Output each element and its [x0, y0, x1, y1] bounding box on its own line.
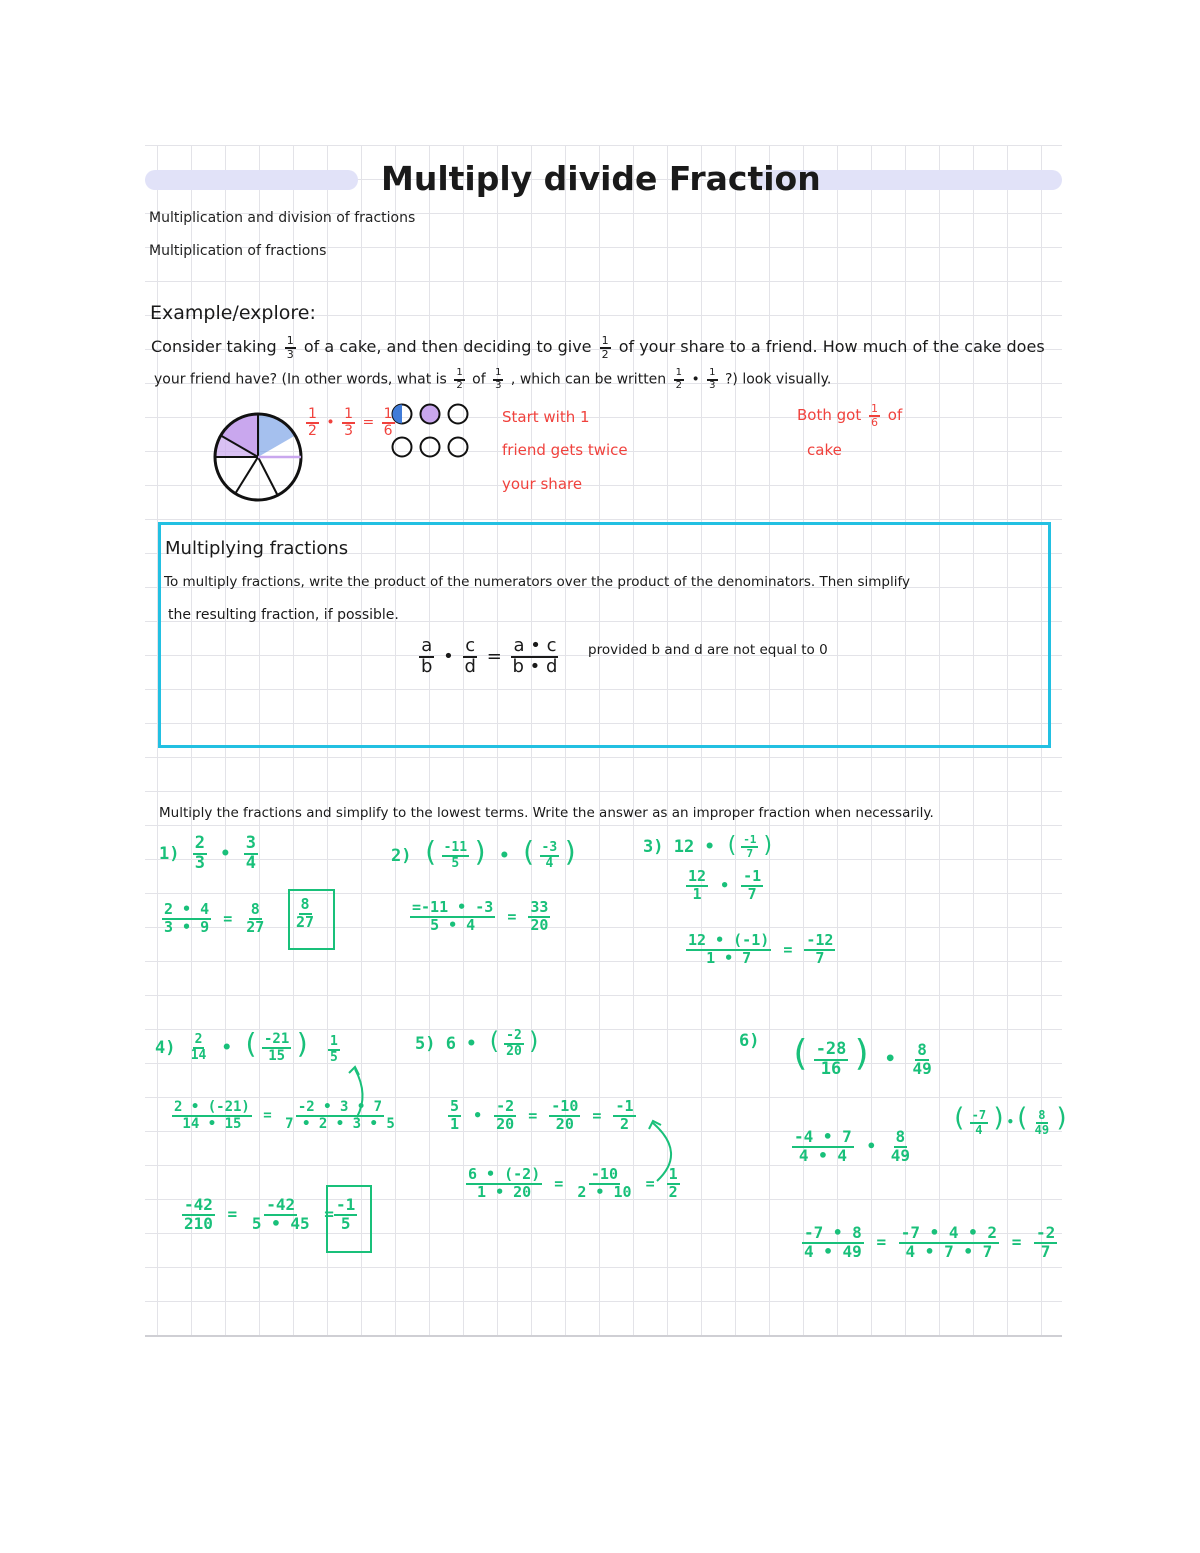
numerator: -3 [541, 840, 558, 856]
fraction [285, 335, 296, 360]
numerator: 1 [330, 1034, 338, 1049]
fraction [463, 637, 478, 677]
numerator: 8 [300, 895, 310, 913]
text: of your share to a friend. How much of the cake does [618, 337, 1045, 357]
denominator: 1 [450, 1114, 460, 1133]
numerator: -1 [743, 833, 757, 847]
fraction [804, 933, 835, 967]
text: of [887, 406, 903, 425]
fraction [342, 407, 355, 438]
rule-box [158, 522, 1051, 748]
example-line-1 [151, 335, 1045, 360]
rule-formula [416, 637, 562, 677]
numerator: 1 [707, 368, 717, 381]
denominator: d [464, 655, 476, 677]
denominator: 2 [675, 379, 682, 391]
problem-2-work [407, 900, 553, 934]
numerator: -10 [590, 1165, 618, 1183]
operator: • [473, 1106, 483, 1125]
problem-4-arrow [345, 1065, 375, 1125]
problem-3-step-1 [683, 869, 766, 903]
denominator: 14 • 15 [182, 1115, 242, 1132]
numerator: 1 [344, 406, 354, 422]
problem-label: 2) [391, 846, 412, 866]
operator: • [884, 1048, 896, 1070]
problem-label: 5) [415, 1034, 436, 1054]
fraction [410, 900, 495, 934]
equals: = [592, 1106, 602, 1125]
fraction [294, 897, 316, 931]
numerator: 12 • (-1) [688, 931, 770, 949]
numerator: -2 [506, 1028, 522, 1044]
numerator: 33 [530, 898, 549, 916]
denominator: 7 • 2 • 3 • 5 [285, 1115, 395, 1132]
fraction [741, 834, 758, 859]
problem-6-step-2 [799, 1225, 1060, 1261]
fraction [193, 835, 207, 873]
denominator: 7 [815, 948, 825, 967]
fraction [600, 335, 611, 360]
numerator: -12 [806, 931, 834, 949]
denominator: 20 [555, 1114, 574, 1133]
denominator: 7 [746, 847, 754, 860]
equals: = [645, 1174, 655, 1193]
denominator: 4 [975, 1122, 983, 1137]
example-line-2 [154, 368, 831, 391]
fraction [306, 407, 319, 438]
denominator: 2 [456, 379, 463, 391]
equals: = [223, 909, 233, 928]
text: of a cake, and then deciding to give [303, 337, 592, 357]
fraction [575, 1167, 633, 1201]
practice-instructions: Multiply the fractions and simplify to the lowest terms. Write the answer as an improper fraction when necessarily. [159, 805, 934, 821]
fraction [814, 1038, 849, 1079]
fraction [182, 1197, 215, 1233]
leading-term: 12 • [673, 837, 715, 857]
fraction [283, 1100, 397, 1131]
denominator: 4 • 49 [804, 1241, 862, 1261]
numerator: a • c [513, 635, 557, 656]
fraction [889, 1129, 912, 1165]
numerator: -42 [184, 1195, 213, 1214]
numerator: -7 [971, 1107, 987, 1122]
numerator: -7 • 8 [804, 1223, 862, 1242]
numerator: -2 • 3 • 7 [297, 1099, 383, 1115]
fraction [792, 1129, 854, 1165]
problem-label: 4) [155, 1038, 176, 1058]
numerator: 8 [1038, 1107, 1046, 1122]
problem-5-arrow [645, 1117, 685, 1187]
numerator: =-11 • -3 [412, 898, 494, 916]
denominator: 3 [709, 379, 716, 391]
fraction [899, 1225, 999, 1261]
fraction [494, 1099, 516, 1133]
note-friend: friend gets twice [502, 441, 628, 459]
cake-pie-diagram [213, 412, 303, 502]
numerator: 2 • 4 [164, 900, 210, 918]
example-equation [303, 407, 398, 438]
equals: = [1011, 1232, 1022, 1252]
problem-4-step-2 [179, 1197, 334, 1233]
numerator: 1 [871, 402, 878, 415]
problem-label: 1) [159, 843, 180, 864]
operator: • [720, 876, 730, 895]
denominator: 7 [1040, 1241, 1051, 1261]
notebook-page [145, 145, 1070, 1337]
numerator: 6 • (-2) [468, 1165, 541, 1183]
denominator: 3 [495, 379, 502, 391]
rule-text-line-2: the resulting fraction, if possible. [168, 607, 399, 623]
problem-1-answer [291, 897, 319, 931]
fraction [162, 902, 211, 936]
problem-6-side-note: ( $\frac{-7}{4}$ )•( $\frac{8}{49}$ ) [951, 1103, 1070, 1137]
fraction [802, 1225, 864, 1261]
fraction [504, 1029, 524, 1058]
denominator: 1 [692, 884, 702, 903]
fraction [1033, 1109, 1051, 1136]
numerator: 8 [250, 900, 260, 918]
numerator: 3 [245, 833, 256, 853]
denominator: 3 [194, 852, 205, 873]
fraction [334, 1197, 357, 1233]
numerator: -2 [496, 1097, 515, 1115]
fraction [189, 1033, 209, 1062]
numerator: 12 [688, 867, 707, 885]
denominator: 6 [871, 415, 878, 429]
denominator: 20 [496, 1114, 515, 1133]
numerator: -1 [336, 1195, 356, 1214]
text: , which can be written [510, 371, 667, 388]
text: • [691, 371, 700, 388]
numerator: 2 • (-21) [174, 1099, 250, 1115]
denominator: 15 [268, 1048, 286, 1064]
numerator: 8 [917, 1039, 927, 1059]
denominator: 4 [245, 852, 256, 873]
subtitle-multiplication: Multiplication of fractions [149, 243, 327, 259]
denominator: 5 [330, 1049, 338, 1065]
leading-term: 6 • [445, 1034, 477, 1054]
equals: = [362, 414, 375, 431]
numerator: 1 [308, 406, 317, 422]
denominator: 2 [619, 1114, 630, 1133]
denominator: 5 [451, 856, 460, 871]
operator: • [866, 1136, 877, 1156]
fraction [970, 1109, 988, 1136]
fraction [707, 368, 717, 391]
problem-5-step-1 [445, 1099, 639, 1133]
fraction [172, 1100, 252, 1131]
denominator: 4 • 7 • 7 [905, 1241, 993, 1261]
text: Both got [797, 406, 862, 425]
numerator: -42 [266, 1195, 296, 1214]
numerator: -1 [615, 1097, 634, 1115]
numerator: 1 [286, 334, 294, 347]
denominator: 49 [1034, 1122, 1050, 1137]
fraction [674, 368, 684, 391]
fraction [741, 869, 763, 903]
fraction [328, 1035, 340, 1064]
numerator: 1 [674, 368, 684, 381]
problem-1-work [159, 902, 269, 936]
denominator: 16 [820, 1058, 842, 1079]
numerator: -28 [815, 1038, 847, 1059]
denominator: 27 [296, 912, 315, 931]
fraction [549, 1099, 580, 1133]
denominator: 4 • 4 [798, 1145, 847, 1165]
note-cake: cake [807, 441, 842, 459]
denominator: 3 [286, 347, 294, 361]
equals: = [507, 907, 517, 926]
denominator: 2 [308, 422, 317, 439]
fraction [448, 1099, 461, 1133]
denominator: 3 • 9 [164, 917, 210, 936]
problem-6-statement: ( $\frac{-28}{16}$ ) • $\frac{8}{49}$ [789, 1033, 932, 1079]
numerator: -11 [443, 840, 468, 856]
denominator: 2 [668, 1182, 678, 1201]
fraction [419, 637, 434, 677]
numerator: 1 [493, 368, 503, 381]
numerator: 1 [601, 334, 609, 347]
equals: = [876, 1232, 887, 1252]
problem-6-label: 6) [739, 1031, 760, 1051]
denominator: 5 • 4 [430, 915, 476, 934]
numerator: -21 [264, 1031, 290, 1048]
problem-4-statement: 4) $\frac{2}{14}$ • ( $\frac{-21}{15}$ ) [155, 1027, 312, 1064]
numerator: -2 [1035, 1223, 1056, 1242]
numerator: 8 [895, 1127, 906, 1146]
fraction [244, 835, 258, 873]
problem-2-statement: 2) ( $\frac{-11}{5}$ ) • ( $\frac{-3}{4}$ ) [391, 835, 580, 871]
denominator: 7 [747, 884, 757, 903]
rule-text-line-1: To multiply fractions, write the product of the numerators over the product of the denominators. Then simplify [164, 574, 910, 590]
fraction [1034, 1225, 1057, 1261]
equals: = [263, 1107, 272, 1124]
numerator: 5 [450, 1097, 460, 1115]
subtitle-division: Multiplication and division of fractions [149, 210, 416, 226]
rule-provided-note: provided b and d are not equal to 0 [588, 642, 828, 658]
operator: • [1006, 1115, 1014, 1129]
fraction [454, 368, 464, 391]
fraction [686, 869, 708, 903]
denominator: 4 [545, 856, 554, 871]
text: of [472, 371, 486, 388]
operator: • [443, 645, 454, 667]
fraction [250, 1197, 312, 1233]
operator: • [221, 1038, 232, 1058]
equals: = [227, 1204, 238, 1224]
denominator: 2 • 10 [577, 1182, 632, 1201]
problem-3-step-2 [683, 933, 838, 967]
denominator: 20 [530, 915, 549, 934]
denominator: 49 [890, 1145, 910, 1165]
denominator: 27 [246, 917, 265, 936]
fraction [910, 1039, 933, 1078]
numerator: c [465, 635, 476, 656]
fraction [442, 841, 469, 870]
fraction [528, 900, 550, 934]
problem-6-step-1 [789, 1129, 915, 1165]
note-start: Start with 1 [502, 408, 590, 426]
denominator: 20 [506, 1044, 522, 1059]
note-both-got [797, 403, 902, 428]
numerator: -1 [743, 867, 762, 885]
numerator: a [421, 635, 433, 656]
problem-3-statement: 3) 12 • ( $\frac{-1}{7}$ ) [643, 833, 775, 860]
denominator: 14 [190, 1048, 207, 1063]
denominator: 5 • 45 [251, 1213, 310, 1233]
text: your friend have? (In other words, what is [154, 371, 447, 388]
fraction [244, 902, 266, 936]
numerator: -4 • 7 [794, 1127, 852, 1146]
text: ?) look visually. [725, 371, 832, 388]
equals: = [528, 1106, 538, 1125]
fraction [686, 933, 771, 967]
equals: = [554, 1174, 564, 1193]
fraction [869, 403, 880, 428]
problem-5-statement: 5) 6 • ( $\frac{-2}{20}$ ) [415, 1027, 542, 1059]
problem-4-answer [331, 1197, 360, 1233]
denominator: b [421, 655, 433, 677]
fraction [262, 1032, 291, 1063]
problem-label: 3) [643, 837, 664, 857]
denominator: 49 [912, 1058, 932, 1078]
fraction [540, 841, 560, 870]
denominator: 6 [383, 422, 393, 439]
page-title: Multiply divide Fraction [381, 159, 821, 198]
denominator: b • d [512, 655, 558, 677]
operator: • [499, 846, 510, 866]
numerator: 1 [668, 1165, 678, 1183]
problem-4-side-fraction [325, 1035, 343, 1064]
denominator: 3 [344, 422, 354, 439]
share-circles-diagram [390, 403, 480, 463]
numerator: 2 [194, 833, 205, 853]
operator: • [326, 414, 335, 431]
text: Consider taking [151, 337, 277, 357]
fraction [511, 637, 560, 677]
title-band-left [145, 170, 358, 190]
numerator: 2 [194, 1032, 203, 1048]
denominator: 5 [340, 1213, 351, 1233]
numerator: 1 [454, 368, 464, 381]
fraction [493, 368, 503, 391]
note-share: your share [502, 475, 583, 493]
rule-heading: Multiplying fractions [165, 538, 349, 559]
fraction [466, 1167, 542, 1201]
numerator: 1 [383, 406, 393, 422]
numerator: -10 [551, 1097, 579, 1115]
equals: = [324, 1204, 334, 1224]
numerator: -7 • 4 • 2 [900, 1223, 998, 1242]
denominator: 1 • 7 [706, 948, 752, 967]
fraction [613, 1099, 635, 1133]
equals: = [486, 645, 502, 667]
example-heading: Example/explore: [150, 302, 316, 324]
denominator: 2 [601, 347, 609, 361]
operator: • [220, 843, 231, 864]
denominator: 210 [184, 1213, 213, 1233]
equals: = [783, 940, 793, 959]
problem-1-statement [159, 835, 261, 873]
denominator: 1 • 20 [477, 1182, 532, 1201]
